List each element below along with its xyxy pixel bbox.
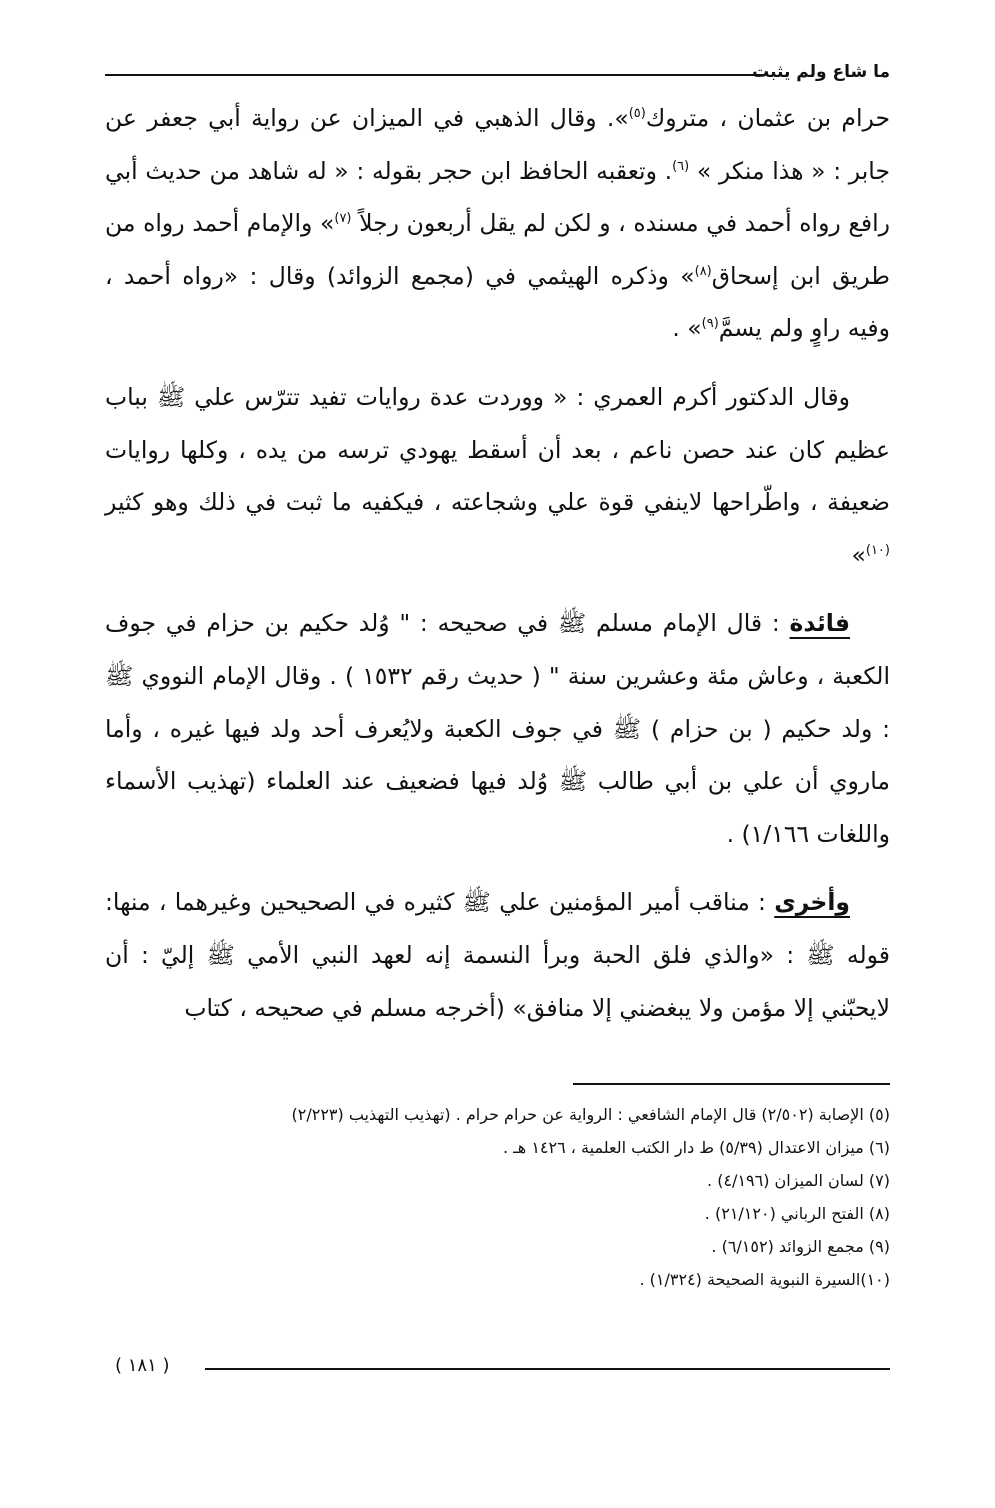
footnote-9: (٩) مجمع الزوائد (٦/١٥٢) . <box>711 1237 890 1256</box>
footnote-ref-7: (٧) <box>334 211 352 227</box>
footnote-ref-8: (٨) <box>694 263 712 279</box>
running-header <box>105 62 890 90</box>
footnote-10: (١٠)السيرة النبوية الصحيحة (١/٣٢٤) . <box>639 1270 890 1289</box>
paragraph-1-text-a: حرام بن عثمان ، متروك <box>645 104 890 132</box>
paragraph-1-text-c: . وتعقبه الحافظ ابن حجر بقوله : « له شاهد من حديث أبي رافع رواه أحمد في مسنده ، و لكن لم يقل أربعون رجلاً <box>105 156 891 238</box>
another-label: وأخرى <box>774 888 850 917</box>
footnote-ref-10: (١٠) <box>865 542 890 558</box>
paragraph-1-text-f: » . <box>672 314 702 343</box>
paragraph-1-text-d: » والإمام أحمد رواه من طريق ابن إسحاق <box>105 209 890 290</box>
paragraph-1 <box>105 92 890 355</box>
another-text: : مناقب أمير المؤمنين علي ﷺ كثيره في الصحيحين وغيرهما ، منها: قوله ﷺ : «والذي فلق الحبة وبرأ النسمة إنه لعهد النبي الأمي ﷺ إليّ : أن لايحبّني إلا مؤمن ولا يبغضني إلا منافق» (أخرجه مسلم في صحيحه ، كتاب <box>105 888 890 1022</box>
footnote-8: (٨) الفتح الرباني (٢١/١٢٠) . <box>704 1204 890 1223</box>
page-number: ( ١٨١ ) <box>115 1355 170 1376</box>
paragraph-2-close: » <box>851 540 866 569</box>
header-rule <box>105 74 765 76</box>
footnote-6: (٦) ميزان الاعتدال (٥/٣٩) ط دار الكتب العلمية ، ١٤٢٦ هـ . <box>502 1138 890 1157</box>
paragraph-benefit <box>105 597 890 860</box>
paragraph-2 <box>105 371 890 581</box>
footnote-separator <box>573 1083 890 1085</box>
footnote-ref-6: (٦) <box>672 158 690 174</box>
benefit-label: فائدة <box>789 609 850 638</box>
footnote-7: (٧) لسان الميزان (٤/١٩٦) . <box>707 1171 890 1190</box>
page-footer <box>105 1355 890 1385</box>
benefit-text: : قال الإمام مسلم ﷺ في صحيحه : " وُلد حكيم بن حزام في جوف الكعبة ، وعاش مئة وعشرين سنة " ( حديث رقم ١٥٣٢ ) . وقال الإمام النووي ﷺ : ولد حكيم ( بن حزام ) ﷺ في جوف الكعبة ولايُعرف أحد ولد فيها غيره ، وأما ماروي أن علي بن أبي طالب ﷺ وُلد فيها فضعيف عند العلماء (تهذيب الأسماء واللغات ١/١٦٦) . <box>105 609 890 848</box>
paragraph-1-text-b: ». وقال الذهبي في الميزان عن رواية أبي جعفر عن جابر : « هذا منكر » <box>105 104 890 185</box>
footer-rule <box>205 1368 890 1370</box>
footnote-ref-9: (٩) <box>701 316 719 332</box>
footnotes <box>105 1098 890 1296</box>
paragraph-1-text-e: » وذكره الهيثمي في (مجمع الزوائد) وقال : «رواه أحمد ، وفيه راوٍ ولم يسمَّ <box>105 261 890 343</box>
header-title: ما شاع ولم يثبت <box>752 62 890 82</box>
paragraph-another <box>105 876 890 1034</box>
footnote-5: (٥) الإصابة (٢/٥٠٢) قال الإمام الشافعي : الرواية عن حرام حرام . (تهذيب التهذيب (٢/٢٢٣) <box>291 1105 890 1124</box>
footnote-ref-5: (٥) <box>628 106 646 122</box>
paragraph-2-text: وقال الدكتور أكرم العمري : « ووردت عدة روايات تفيد تترّس علي ﷺ بباب عظيم كان عند حصن ناعم ، بعد أن أسقط يهودي ترسه من يده ، وكلها روايات ضعيفة ، واطّراحها لاينفي قوة علي وشجاعته ، فيكفيه ما ثبت في ذلك وهو كثير <box>105 382 890 517</box>
main-text <box>105 92 890 1050</box>
